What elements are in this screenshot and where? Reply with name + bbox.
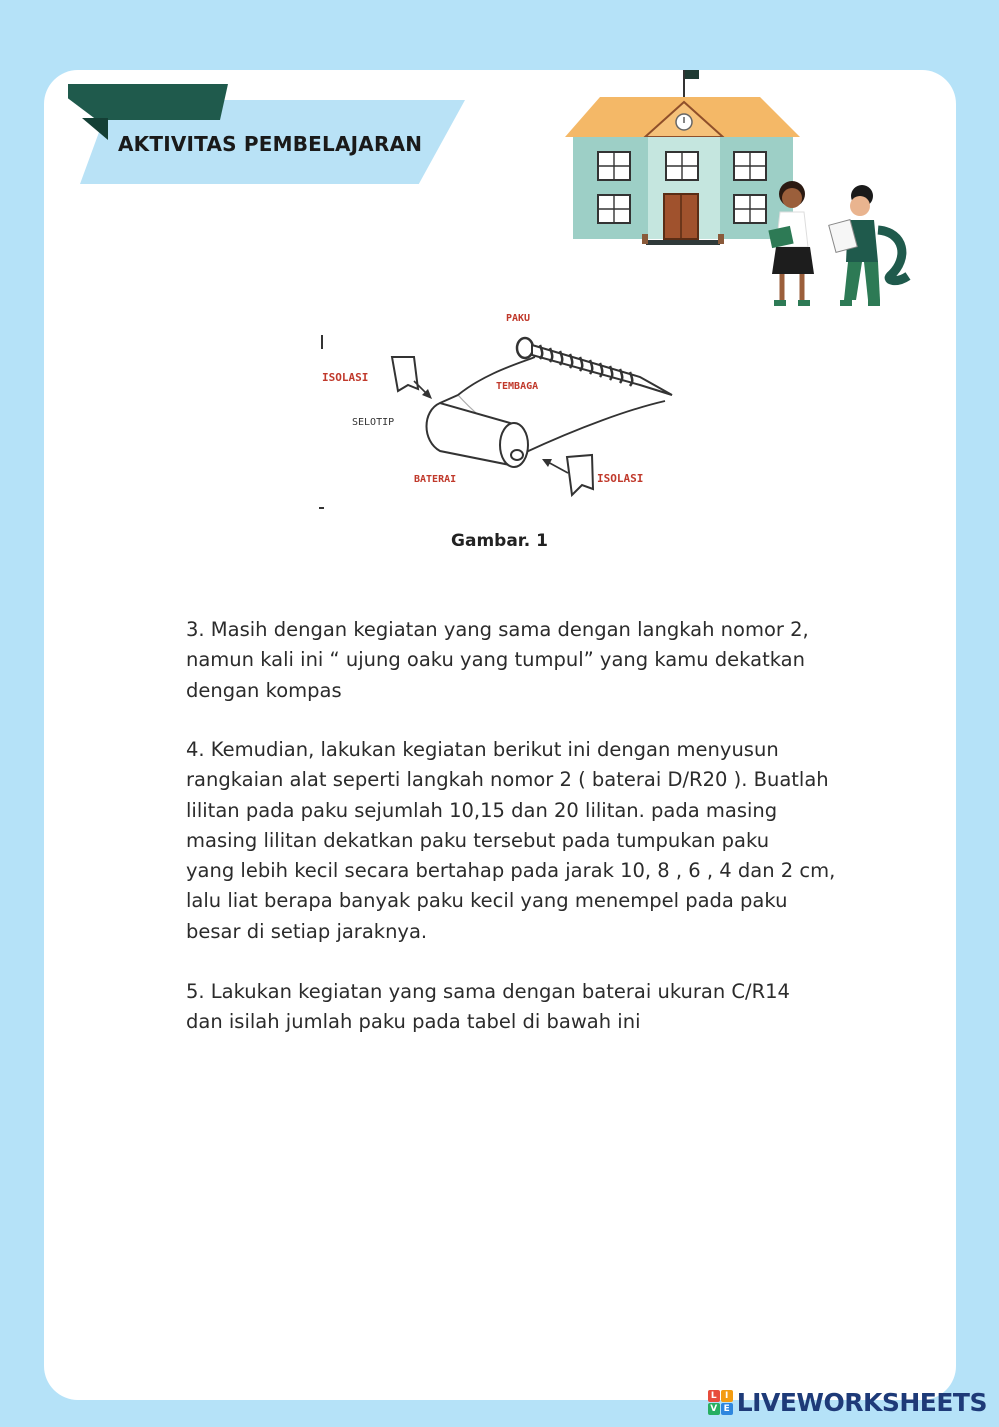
label-paku: PAKU <box>506 313 531 324</box>
label-tembaga: TEMBAGA <box>496 381 539 392</box>
step-4-text: 4. Kemudian, lakukan kegiatan berikut ini dengan menyusun rangkaian alat seperti langkah nomor 2 ( baterai D/R20 ). Buatlah lilitan pada paku sejumlah 10,15 dan 20 lilitan. pada masing masing lilitan dekatkan paku tersebut pada tumpukan paku yang lebih kecil secara bertahap pada jarak 10, 8 , 6 , 4 dan 2 cm, lalu liat berapa banyak paku kecil yang menempel pada paku besar di setiap jaraknya. <box>186 738 836 943</box>
step-3-text: 3. Masih dengan kegiatan yang sama dengan langkah nomor 2, namun kali ini “ ujung oaku yang tumpul” yang kamu dekatkan dengan kompas <box>186 618 809 702</box>
label-baterai: BATERAI <box>414 474 457 485</box>
brand-text: LIVEWORKSHEETS <box>736 1387 987 1417</box>
liveworksheets-logo-icon: L I V E <box>708 1390 733 1415</box>
section-title: AKTIVITAS PEMBELAJARAN <box>118 132 423 156</box>
step-5-text: 5. Lakukan kegiatan yang sama dengan baterai ukuran C/R14 dan isilah jumlah paku pada tabel di bawah ini <box>186 980 790 1034</box>
liveworksheets-brand[interactable] <box>708 1387 987 1417</box>
battery-shape <box>427 403 529 467</box>
figure-caption: Gambar. 1 <box>451 531 548 551</box>
label-isolasi-top: ISOLASI <box>322 371 369 384</box>
label-selotip: SELOTIP <box>352 417 395 428</box>
label-isolasi-bottom: ISOLASI <box>597 472 644 485</box>
electromagnet-figure <box>310 305 690 520</box>
header-ribbon-dark <box>68 84 228 120</box>
school-illustration <box>560 62 920 317</box>
nail-shape <box>517 338 672 395</box>
